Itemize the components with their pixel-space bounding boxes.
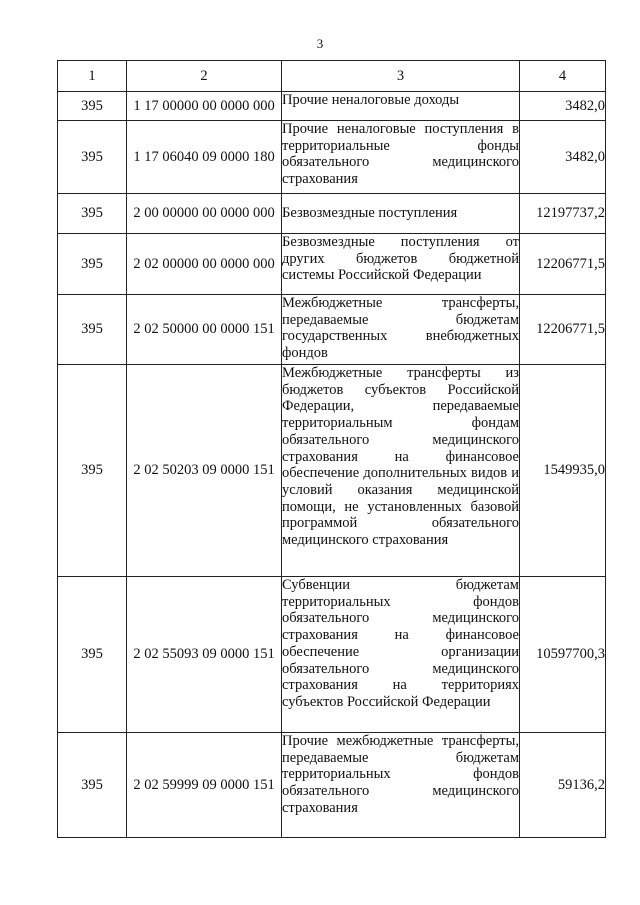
- amount-cell: 12197737,2: [520, 194, 606, 234]
- table-row: [58, 365, 606, 577]
- amount-cell: 12206771,5: [520, 295, 606, 365]
- table-row: [58, 295, 606, 365]
- amount-cell: 10597700,3: [520, 577, 606, 733]
- kbk-code-cell: 2 02 00000 00 0000 000: [127, 234, 282, 295]
- amount-cell: 59136,2: [520, 733, 606, 838]
- column-header-3: 3: [282, 61, 520, 92]
- revenue-name-cell: Прочие неналоговые доходы: [282, 92, 520, 121]
- table-row: [58, 121, 606, 194]
- revenue-name-cell: Межбюджетные трансферты, передаваемые бюджетам государственных внебюджетных фондов: [282, 295, 520, 365]
- amount-cell: 3482,0: [520, 121, 606, 194]
- page-number: 3: [316, 36, 324, 51]
- column-header-1: 1: [58, 61, 127, 92]
- revenue-name-cell: Прочие межбюджетные трансферты, передаваемые бюджетам территориальных фондов обязательного медицинского страхования: [282, 733, 520, 838]
- kbk-code-cell: 1 17 06040 09 0000 180: [127, 121, 282, 194]
- revenue-name-cell: Безвозмездные поступления: [282, 194, 520, 234]
- kbk-code-cell: 2 02 50203 09 0000 151: [127, 365, 282, 577]
- revenue-name-cell: Межбюджетные трансферты из бюджетов субъектов Российской Федерации, передаваемые территориальным фондам обязательного медицинского страхования на финансовое обеспечение дополнительных видов и условий оказания медицинской помощи, не установленных базовой программой обязательного медицинского страхования: [282, 365, 520, 577]
- table-row: [58, 733, 606, 838]
- admin-code-cell: 395: [58, 92, 127, 121]
- kbk-code-cell: 2 02 50000 00 0000 151: [127, 295, 282, 365]
- kbk-code-cell: 2 00 00000 00 0000 000: [127, 194, 282, 234]
- amount-cell: 3482,0: [520, 92, 606, 121]
- revenue-table: [57, 60, 606, 838]
- kbk-code-cell: 2 02 55093 09 0000 151: [127, 577, 282, 733]
- revenue-name-cell: Субвенции бюджетам территориальных фондов обязательного медицинского страхования на финансовое обеспечение организации обязательного медицинского страхования на территориях субъектов Российской Федерации: [282, 577, 520, 733]
- admin-code-cell: 395: [58, 234, 127, 295]
- admin-code-cell: 395: [58, 733, 127, 838]
- table-row: [58, 194, 606, 234]
- admin-code-cell: 395: [58, 194, 127, 234]
- admin-code-cell: 395: [58, 365, 127, 577]
- table-header-row: [58, 61, 606, 92]
- admin-code-cell: 395: [58, 295, 127, 365]
- kbk-code-cell: 1 17 00000 00 0000 000: [127, 92, 282, 121]
- table-row: [58, 92, 606, 121]
- amount-cell: 12206771,5: [520, 234, 606, 295]
- admin-code-cell: 395: [58, 121, 127, 194]
- table-row: [58, 577, 606, 733]
- column-header-2: 2: [127, 61, 282, 92]
- revenue-name-cell: Безвозмездные поступления от других бюджетов бюджетной системы Российской Федерации: [282, 234, 520, 295]
- kbk-code-cell: 2 02 59999 09 0000 151: [127, 733, 282, 838]
- admin-code-cell: 395: [58, 577, 127, 733]
- revenue-name-cell: Прочие неналоговые поступления в территориальные фонды обязательного медицинского страхования: [282, 121, 520, 194]
- table-row: [58, 234, 606, 295]
- amount-cell: 1549935,0: [520, 365, 606, 577]
- column-header-4: 4: [520, 61, 606, 92]
